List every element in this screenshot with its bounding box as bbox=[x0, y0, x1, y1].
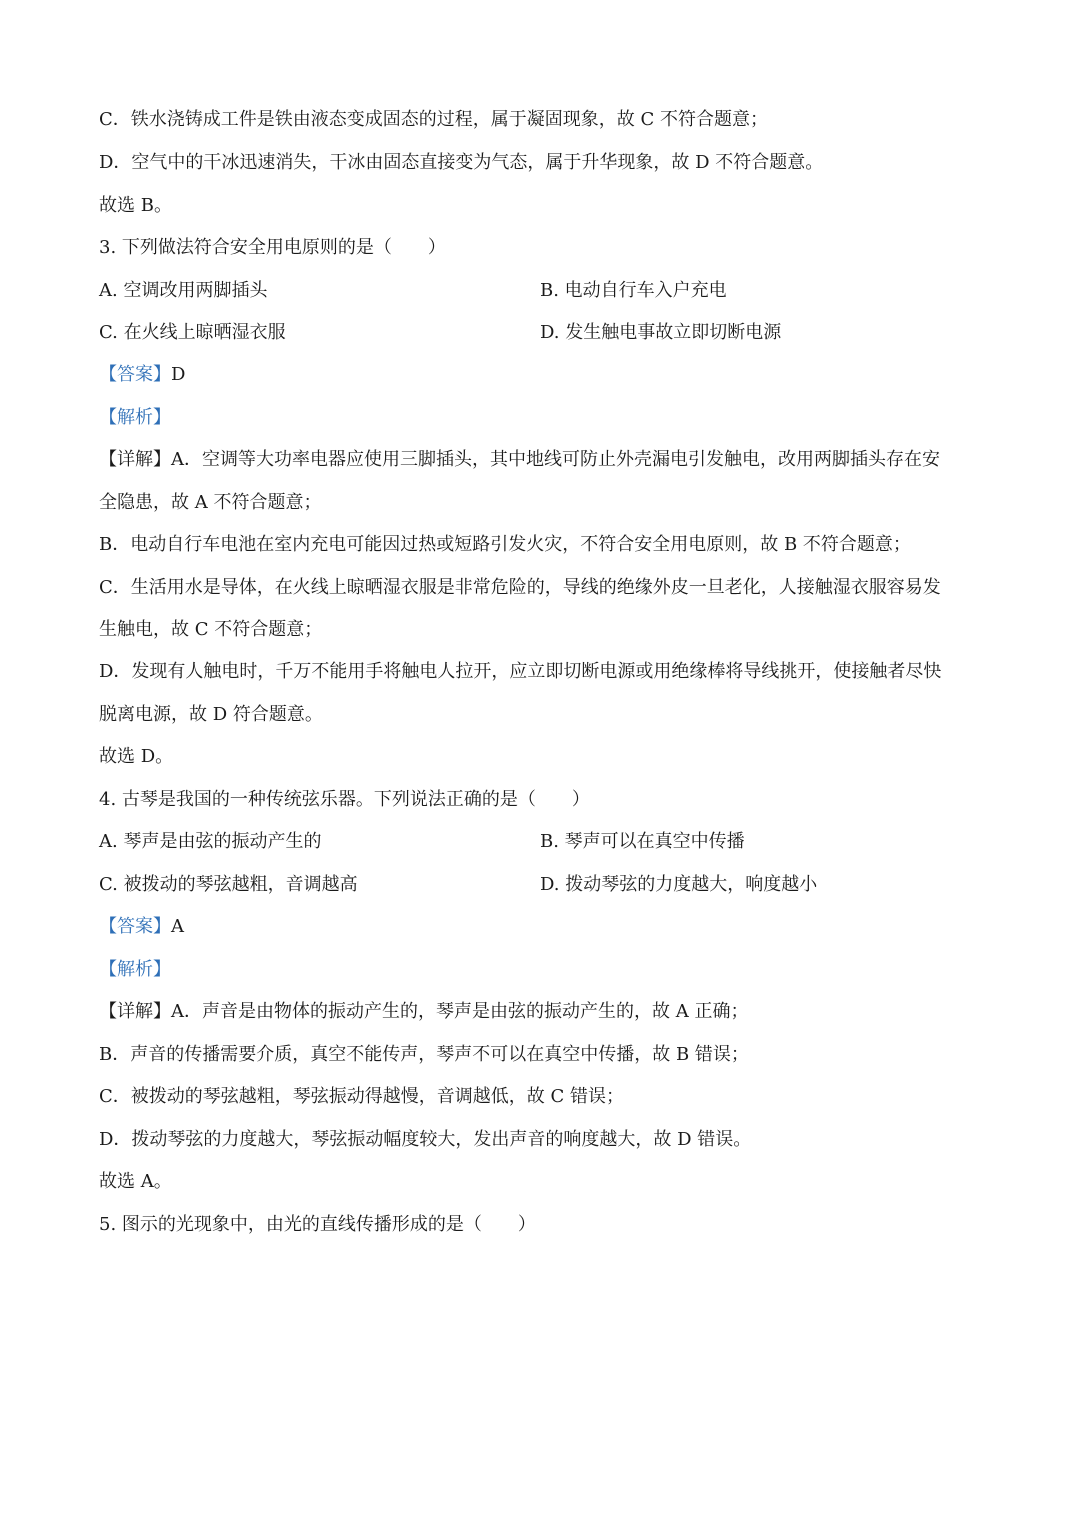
q4-detail-a-text: A．声音是由物体的振动产生的，琴声是由弦的振动产生的，故 A 正确； bbox=[171, 1001, 749, 1022]
q3-detail-d-line-1: D．发现有人触电时，千万不能用手将触电人拉开，应立即切断电源或用绝缘棒将导线挑开，使接触者尽快 bbox=[99, 661, 942, 682]
q3-option-b: B. 电动自行车入户充电 bbox=[540, 280, 727, 301]
q3-detail-c-line-2: 生触电，故 C 不符合题意； bbox=[99, 619, 323, 640]
q3-detail-a-text-1: A．空调等大功率电器应使用三脚插头，其中地线可防止外壳漏电引发触电，改用两脚插头存在安 bbox=[171, 449, 940, 470]
q3-answer bbox=[99, 362, 989, 388]
q4-option-c: C. 被拨动的琴弦越粗，音调越高 bbox=[99, 874, 358, 895]
q3-analysis-heading bbox=[99, 405, 989, 431]
q4-detail-d: D．拨动琴弦的力度越大，琴弦振动幅度较大，发出声音的响度越大，故 D 错误。 bbox=[99, 1129, 752, 1150]
q4-answer bbox=[99, 914, 989, 940]
q4-analysis-tag: 【解析】 bbox=[99, 959, 171, 980]
q3-option-d: D. 发生触电事故立即切断电源 bbox=[540, 322, 782, 343]
q3-conclusion: 故选 D。 bbox=[99, 746, 174, 767]
q3-detail-c-line-1: C．生活用水是导体，在火线上晾晒湿衣服是非常危险的，导线的绝缘外皮一旦老化，人接触湿衣服容易发 bbox=[99, 577, 941, 598]
q2-option-d-analysis: D．空气中的干冰迅速消失，干冰由固态直接变为气态，属于升华现象，故 D 不符合题意。 bbox=[99, 152, 824, 173]
q4-detail-a bbox=[99, 999, 989, 1025]
q3-detail-d-line-2: 脱离电源，故 D 符合题意。 bbox=[99, 704, 323, 725]
q4-detail-tag: 【详解】 bbox=[99, 1001, 171, 1022]
q4-detail-b: B．声音的传播需要介质，真空不能传声，琴声不可以在真空中传播，故 B 错误； bbox=[99, 1044, 749, 1065]
q5-stem: 5. 图示的光现象中，由光的直线传播形成的是（ ） bbox=[99, 1214, 536, 1235]
q4-analysis-heading bbox=[99, 957, 989, 983]
q2-option-c-analysis: C．铁水浇铸成工件是铁由液态变成固态的过程，属于凝固现象，故 C 不符合题意； bbox=[99, 109, 768, 130]
q3-answer-tag: 【答案】 bbox=[99, 364, 171, 385]
q4-stem: 4. 古琴是我国的一种传统弦乐器。下列说法正确的是（ ） bbox=[99, 789, 590, 810]
q3-option-c: C. 在火线上晾晒湿衣服 bbox=[99, 322, 286, 343]
q4-option-d: D. 拨动琴弦的力度越大，响度越小 bbox=[540, 874, 818, 895]
q4-option-a: A. 琴声是由弦的振动产生的 bbox=[99, 831, 322, 852]
q3-detail-a-line-1 bbox=[99, 447, 989, 473]
q3-detail-b: B．电动自行车电池在室内充电可能因过热或短路引发火灾，不符合安全用电原则，故 B 不符合题意； bbox=[99, 534, 911, 555]
q3-detail-a-line-2: 全隐患，故 A 不符合题意； bbox=[99, 492, 322, 513]
q4-option-b: B. 琴声可以在真空中传播 bbox=[540, 831, 745, 852]
q4-detail-c: C．被拨动的琴弦越粗，琴弦振动得越慢，音调越低，故 C 错误； bbox=[99, 1086, 624, 1107]
q4-conclusion: 故选 A。 bbox=[99, 1171, 172, 1192]
q4-answer-tag: 【答案】 bbox=[99, 916, 171, 937]
q3-analysis-tag: 【解析】 bbox=[99, 407, 171, 428]
q4-answer-value: A bbox=[171, 916, 184, 937]
q3-answer-value: D bbox=[171, 364, 186, 385]
q3-detail-tag: 【详解】 bbox=[99, 449, 171, 470]
q3-stem: 3. 下列做法符合安全用电原则的是（ ） bbox=[99, 237, 446, 258]
q3-option-a: A. 空调改用两脚插头 bbox=[99, 280, 268, 301]
q2-conclusion: 故选 B。 bbox=[99, 195, 172, 216]
